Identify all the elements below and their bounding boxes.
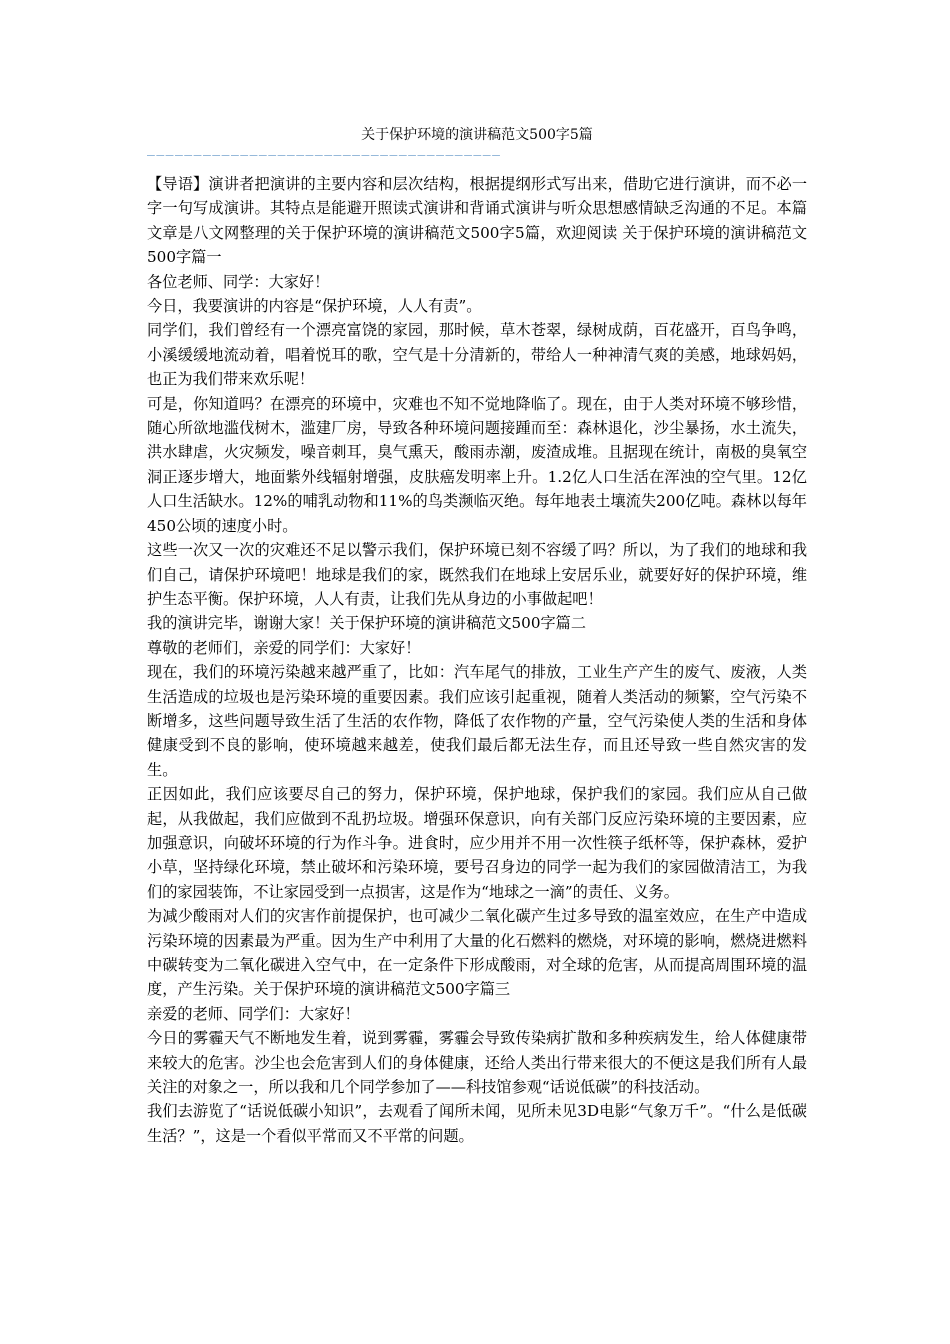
paragraph: 今日的雾霾天气不断地发生着，说到雾霾，雾霾会导致传染病扩散和多种疾病发生，给人体健康带来较大的危害。沙尘也会危害到人们的身体健康，还给人类出行带来很大的不便这是我们所有人最关注的对象之一，所以我和几个同学参加了——科技馆参观“话说低碳”的科技活动。	[147, 1029, 807, 1097]
lead-tag: 【导语】	[147, 175, 209, 193]
paragraph: 尊敬的老师们，亲爱的同学们：大家好！	[147, 638, 421, 657]
document-title: 关于保护环境的演讲稿范文500字5篇	[361, 127, 593, 143]
document-body	[147, 172, 807, 1148]
paragraph: 亲爱的老师、同学们：大家好！	[147, 1004, 360, 1023]
paragraph: 可是，你知道吗？在漂亮的环境中，灾难也不知不觉地降临了。现在，由于人类对环境不够珍惜，随心所欲地滥伐树木，滥建厂房，导致各种环境问题接踵而至：森林退化，沙尘暴扬，水土流失，洪水肆虐，火灾频发，噪音刺耳，臭气熏天，酸雨赤潮，废渣成堆。且据现在统计，南极的臭氧空洞正逐步增大，地面紫外线辐射增强，皮肤癌发明率上升。1.2亿人口生活在浑浊的空气里。12亿人口生活缺水。12%的哺乳动物和11%的鸟类濒临灭绝。每年地表土壤流失200亿吨。森林以每年450公顷的速度小时。	[147, 394, 807, 535]
paragraph: 为减少酸雨对人们的灾害作前提保护，也可减少二氧化碳产生过多导致的温室效应，在生产中造成污染环境的因素最为严重。因为生产中利用了大量的化石燃料的燃烧，对环境的影响，燃烧进燃料中碳转变为二氧化碳进入空气中，在一定条件下形成酸雨，对全球的危害，从而提高周围环境的温度，产生污染。关于保护环境的演讲稿范文500字篇三	[147, 907, 807, 999]
paragraph: 现在，我们的环境污染越来越严重了，比如：汽车尾气的排放，工业生产产生的废气、废液，人类生活造成的垃圾也是污染环境的重要因素。我们应该引起重视，随着人类活动的频繁，空气污染不断增多，这些问题导致生活了生活的农作物，降低了农作物的产量，空气污染使人类的生活和身体健康受到不良的影响，使环境越来越差，使我们最后都无法生存，而且还导致一些自然灾害的发生。	[147, 663, 807, 779]
paragraph: 我们去游览了“话说低碳小知识”，去观看了闻所未闻，见所未见3D电影“气象万千”。“什么是低碳生活？”，这是一个看似平常而又不平常的问题。	[147, 1102, 807, 1145]
section-heading-1: 关于保护环境的演讲稿范文500字篇一	[147, 223, 808, 267]
lead-text: 演讲者把演讲的主要内容和层次结构，根据提纲形式写出来，借助它进行演讲，而不必一字一句写成演讲。其特点是能避开照读式演讲和背诵式演讲与听众思想感情缺乏沟通的不足。本篇文章是八文网整理的关于保护环境的演讲稿范文500字5篇，欢迎阅读	[147, 175, 808, 242]
paragraph: 同学们，我们曾经有一个漂亮富饶的家园，那时候，草木苍翠，绿树成荫，百花盛开，百鸟争鸣，小溪缓缓地流动着，唱着悦耳的歌，空气是十分清新的，带给人一种神清气爽的美感，地球妈妈，也正为我们带来欢乐呢！	[147, 321, 807, 389]
lead-paragraph	[147, 172, 807, 270]
paragraph: 各位老师、同学：大家好！	[147, 272, 330, 291]
paragraph: 今日，我要演讲的内容是“保护环境，人人有责”。	[147, 297, 482, 316]
paragraph: 这些一次又一次的灾难还不足以警示我们，保护环境已刻不容缓了吗？所以，为了我们的地球和我们自己，请保护环境吧！地球是我们的家，既然我们在地球上安居乐业，就要好好的保护环境，维护生态平衡。保护环境，人人有责，让我们先从身边的小事做起吧！	[147, 541, 807, 608]
title-divider: ——————————————————————————————————————	[147, 148, 502, 163]
document-page	[147, 124, 807, 1148]
paragraph: 正因如此，我们应该要尽自己的努力，保护环境，保护地球，保护我们的家园。我们应从自己做起，从我做起，我们应做到不乱扔垃圾。增强环保意识，向有关部门反应污染环境的主要因素，应加强意识，向破坏环境的行为作斗争。进食时，应少用并不用一次性筷子纸杯等，保护森林，爱护小草，坚持绿化环境，禁止破坏和污染环境，要号召身边的同学一起为我们的家园做清洁工，为我们的家园装饰，不让家园受到一点损害，这是作为“地球之一滴”的责任、义务。	[147, 785, 807, 901]
paragraph: 我的演讲完毕，谢谢大家！关于保护环境的演讲稿范文500字篇二	[147, 614, 587, 633]
